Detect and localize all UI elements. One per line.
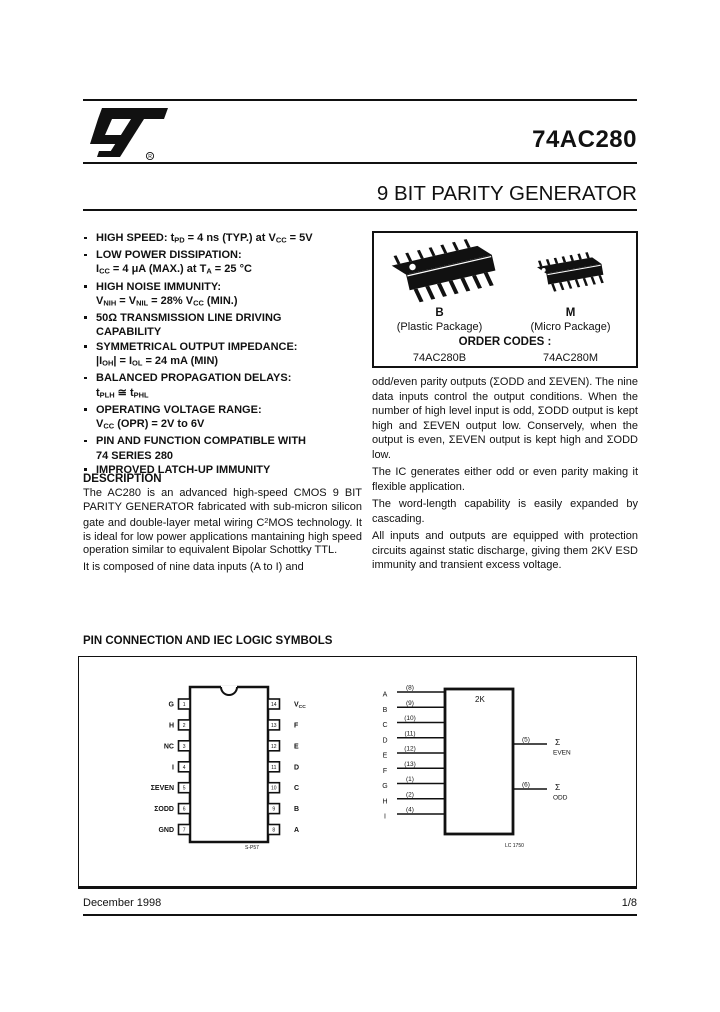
header-top-rule: [83, 99, 637, 101]
iec-input-pin: (9): [406, 699, 414, 707]
dip-pin-label: A: [294, 827, 300, 834]
dip-pin-label: I: [172, 764, 174, 772]
dip-pin-label: D: [294, 764, 300, 772]
dip-pin-label: H: [168, 722, 174, 730]
feature-item: IMPROVED LATCH-UP IMMUNITY: [83, 463, 364, 477]
dip-pin-label: NC: [163, 743, 174, 751]
iec-output-name: ODD: [553, 794, 568, 802]
iec-input-pin: (12): [404, 745, 416, 753]
feature-item: SYMMETRICAL OUTPUT IMPEDANCE:: [83, 340, 364, 354]
feature-item-continued: $V_{CC}$ (OPR) = 2V to 6V: [96, 418, 205, 431]
dip-pin-label: F: [294, 722, 299, 730]
iec-input-label: F: [382, 767, 388, 775]
feature-item: 50Ω TRANSMISSION LINE DRIVING: [83, 311, 364, 325]
iec-output-sigma: Σ: [555, 782, 561, 792]
description-paragraph: The AC280 is an advanced high-speed CMOS 9 BIT PARITY GENERATOR fabricated with sub-micron silicon gate and double-layer metal wiring $C^2MOS$ technology. It is ideal for low power applications mantaining high speed operation similar to equivalent Bipolar Schottky TTL.: [83, 487, 362, 557]
dip-body: [190, 687, 268, 842]
intro-text: [372, 375, 638, 576]
dip-pin-number: 10: [271, 785, 277, 792]
dip-pin-label: G: [168, 701, 174, 709]
feature-item-continued: $I_{CC} = 4$ μA (MAX.) at $T_A = 25$ °C: [96, 263, 252, 277]
dip-pin-label: ΣEVEN: [150, 785, 174, 793]
iec-input-label: H: [382, 798, 388, 806]
feature-item-continued: $V_{NIH} = V_{NIL} = 28\%$ $V_{CC}$ (MIN.): [96, 294, 238, 308]
iec-output-sigma: Σ: [555, 737, 561, 747]
dip-pin-label: GND: [158, 827, 174, 834]
iec-box: [445, 689, 513, 834]
iec-drawing-code: LC 1750: [505, 843, 524, 849]
bullet-icon: [84, 408, 87, 411]
feature-item-continued: CAPABILITY: [96, 326, 162, 339]
so-package-image: [536, 250, 605, 294]
pin-diagram: [79, 657, 636, 886]
bullet-icon: [84, 468, 87, 471]
order-code-b: 74AC280B: [412, 352, 467, 364]
bullet-icon: [84, 345, 87, 348]
bullet-icon: [84, 316, 87, 319]
iec-input-pin: (1): [406, 776, 414, 783]
feature-item-continued: 74 SERIES 280: [96, 449, 174, 462]
order-codes-title: ORDER CODES :: [458, 336, 552, 348]
footer-page-number: 1/8: [621, 897, 637, 909]
iec-input-pin: (8): [406, 684, 414, 692]
iec-input-pin: (4): [406, 806, 414, 814]
bullet-icon: [84, 254, 87, 257]
dip-pin-number: 11: [271, 764, 277, 771]
footer-rule: [83, 914, 637, 916]
iec-input-label: I: [384, 813, 386, 821]
dip-pin-number: 1: [182, 702, 186, 708]
iec-output-pin: (5): [522, 736, 530, 744]
package-m-label: M: [565, 307, 576, 319]
feature-item-continued: $t_{PLH}$ ≅ $t_{PHL}$: [96, 386, 149, 400]
description-paragraph: It is composed of nine data inputs (A to I) and: [83, 560, 304, 573]
iec-input-pin: (10): [404, 715, 416, 722]
package-drawings: [374, 236, 636, 306]
dip-pin-number: 8: [272, 827, 276, 834]
pin-connection-figure: [78, 656, 637, 889]
dip-drawing-code: S-P57: [245, 845, 259, 851]
feature-item: HIGH NOISE IMMUNITY:: [83, 280, 364, 294]
intro-paragraph: The IC generates either odd or even parity making it flexible application.: [372, 466, 638, 493]
dip-pin-number: 9: [272, 806, 276, 813]
order-codes-box: [372, 231, 638, 368]
iec-input-label: B: [382, 706, 388, 714]
description-heading: DESCRIPTION: [83, 473, 162, 485]
dip-pin-number: 12: [271, 743, 277, 750]
bullet-icon: [84, 440, 87, 443]
dip-pin-number: 5: [182, 785, 186, 792]
dip-pin-label: E: [294, 743, 299, 751]
dip-notch: [221, 687, 237, 695]
dip-pin-label: $V_{CC}$: [294, 701, 306, 711]
header-sub-rule: [83, 209, 637, 211]
dip-pin-number: 4: [182, 764, 186, 771]
iec-input-label: E: [382, 752, 388, 760]
description-text: [83, 487, 362, 577]
bullet-icon: [84, 237, 87, 240]
package-b-label: B: [435, 307, 444, 319]
dip-pin-label: B: [294, 806, 300, 814]
iec-output-name: EVEN: [553, 749, 571, 757]
feature-item: OPERATING VOLTAGE RANGE:: [83, 403, 364, 417]
iec-output-pin: (6): [522, 781, 530, 789]
feature-item: HIGH SPEED: $t_{PD} = 4$ ns (TYP.) at $V_{CC} = 5V$: [83, 231, 364, 248]
feature-item: PIN AND FUNCTION COMPATIBLE WITH: [83, 434, 364, 448]
iec-input-label: D: [382, 737, 388, 745]
iec-input-label: G: [382, 783, 388, 790]
dip-pin-number: 14: [271, 702, 277, 708]
intro-paragraph: odd/even parity outputs (ΣODD and ΣEVEN). The nine data inputs control the output conditions. When the number of high level input is odd, ΣODD output is kept high and ΣEVEN output low. Conservely, when the output is even, ΣEVEN output is kept high and ΣODD low.: [372, 376, 638, 461]
registered-trademark-icon: R: [148, 154, 152, 161]
iec-input-pin: (13): [404, 760, 416, 768]
iec-input-pin: (11): [404, 730, 416, 738]
footer-date: December 1998: [83, 897, 162, 909]
dip-pin-number: 2: [182, 722, 186, 729]
intro-paragraph: All inputs and outputs are equipped with protection circuits against static discharge, giving them 2KV ESD immunity and transient excess voltage.: [372, 530, 638, 571]
iec-box-label: 2K: [475, 695, 485, 704]
feature-item-continued: $|I_{OH}| = I_{OL} = 24$ mA (MIN): [96, 355, 219, 368]
intro-paragraph: The word-length capability is easily expanded by cascading.: [372, 498, 638, 525]
iec-input-label: C: [382, 722, 388, 729]
package-m-caption: (Micro Package): [530, 321, 611, 333]
bullet-icon: [84, 285, 87, 288]
pin-section-heading: PIN CONNECTION AND IEC LOGIC SYMBOLS: [83, 635, 333, 647]
order-code-m: 74AC280M: [542, 352, 599, 364]
dip-pin-number: 3: [182, 743, 186, 750]
dip-pin-number: 6: [182, 806, 186, 813]
bullet-icon: [84, 377, 87, 380]
features-list: [83, 231, 364, 477]
part-number: 74AC280: [532, 126, 637, 153]
dip-package-image: [390, 236, 499, 306]
feature-item: LOW POWER DISSIPATION:: [83, 248, 364, 262]
iec-input-label: A: [382, 691, 388, 699]
dip-pin-number: 13: [271, 722, 277, 729]
dip-pin-label: ΣODD: [154, 806, 174, 814]
dip-pin-number: 7: [182, 827, 186, 834]
package-b-caption: (Plastic Package): [396, 321, 483, 333]
page-title: 9 BIT PARITY GENERATOR: [376, 182, 637, 205]
iec-input-pin: (2): [406, 791, 414, 799]
feature-item: BALANCED PROPAGATION DELAYS:: [83, 371, 364, 385]
dip-pin-label: C: [294, 785, 300, 793]
